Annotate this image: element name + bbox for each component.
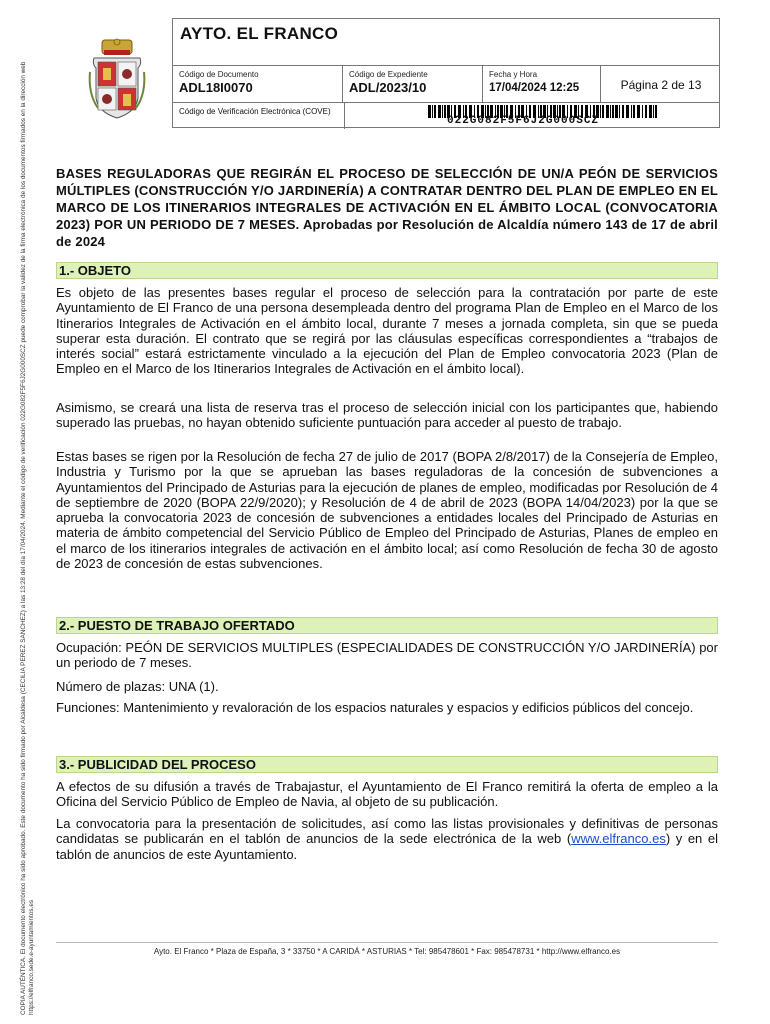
paragraph: Es objeto de las presentes bases regular el proceso de selección para la contratación por parte de este Ayuntamiento de El Franco de una persona desempleada dentro del programa Plan de Empleo en el Marco de los Itinerarios Integrales de Activación en el ámbito local, durante 7 meses a jornada completa, sin que se pueda superar esta duración. El contrato que se regirá por las cláusulas específicas correspondientes a “trabajos de interés social” estará estrictamente vinculado a la ejecución del Plan de Empleo convocatoria 2023 (Plan de Empleo en el Marco de los Itinerarios Integrales de Activación en el ámbito local). [56, 285, 718, 377]
page-number: Página 2 de 13 [620, 77, 702, 92]
cove-code: 022G082F5F6J2G000SCZ [447, 115, 600, 127]
exp-code: ADL/2023/10 [349, 80, 427, 95]
paragraph: Ocupación: PEÓN DE SERVICIOS MULTIPLES (ESPECIALIDADES DE CONSTRUCCIÓN Y/O JARDINERÍA) por un periodo de 7 meses. [56, 640, 718, 671]
section-heading-objeto: 1.- OBJETO [56, 262, 718, 279]
paragraph: Estas bases se rigen por la Resolución de fecha 27 de julio de 2017 (BOPA 2/8/2017) de la Consejería de Empleo, Industria y Turismo por la que se aprueban las bases reguladoras de la concesión de subvenciones a Ayuntamientos del Principado de Asturias para la ejecución de planes de empleo, modificadas por Resolución de 4 de septiembre de 2020 (BOPA 22/9/2020); y Resolución de 4 de abril de 2023 (BOPA 14/04/2023) por la que se aprueba la convocatoria 2023 de concesión de subvenciones a entidades locales del Principado de Asturias en materia de ámbito competencial del Servicio Público de Empleo del Principado de Asturias, Planes de empleo en el marco de los itinerarios integrales de activación en el ámbito local; así como Resolución de fecha 30 de agosto de 2023 de concesión de estas subvenciones. [56, 449, 718, 572]
verification-text: COPIA AUTÉNTICA. El documento electrónico ha sido aprobado. Este documento ha sido firmado por Alcaldesa (CECILIA PEREZ SANCHEZ) a las 13:28 del día 17/04/2024. Mediante el código de verificación 022G082F5F6J2G000SCZ puede comprobar la validez de la firma electrónica de los documentos firmados en la dirección web https://elfranco.sede.e-ayuntamientos.es [20, 61, 35, 1015]
date-cell [483, 66, 601, 102]
municipal-crest-icon [88, 38, 146, 120]
footer-divider [56, 942, 718, 943]
paragraph: Funciones: Mantenimiento y revaloración de los espacios naturales y espacios y edificios públicos del concejo. [56, 700, 694, 715]
document-header-table [172, 18, 720, 128]
paragraph: Número de plazas: UNA (1). [56, 679, 219, 694]
date-value: 17/04/2024 12:25 [489, 82, 580, 94]
section-heading-puesto: 2.- PUESTO DE TRABAJO OFERTADO [56, 617, 718, 634]
exp-code-label: Código de Expediente [349, 70, 428, 79]
footer-address: Ayto. El Franco * Plaza de España, 3 * 33750 * A CARIDÁ * ASTURIAS * Tel: 985478601 * Fax: 985478731 * http://www.elfranco.es [153, 947, 621, 956]
paragraph: Asimismo, se creará una lista de reserva tras el proceso de selección inicial con los participantes que, habiendo superado las pruebas, no hayan obtenido suficiente puntuación para acceder al puesto de trabajo. [56, 400, 718, 431]
date-label: Fecha y Hora [489, 70, 538, 79]
doc-code: ADL18I0070 [179, 80, 253, 95]
doc-code-label: Código de Documento [179, 70, 259, 79]
document-title: BASES REGULADORAS QUE REGIRÁN EL PROCESO DE SELECCIÓN DE UN/A PEÓN DE SERVICIOS MÚLTIPLES (CONSTRUCCIÓN Y/O JARDINERÍA) A CONTRATAR DENTRO DEL PLAN DE EMPLEO EN EL MARCO DE LOS ITINERARIOS INTEGRALES DE ACTIVACIÓN EN EL ÁMBITO LOCAL (CONVOCATORIA 2023) POR UN PERIODO DE 7 MESES. Aprobadas por Resolución de Alcaldía número 143 de 17 de abril de 2024 [56, 166, 718, 249]
verification-side-note [0, 0, 40, 1024]
paragraph-text: La convocatoria para la presentación de solicitudes, así como las listas provisionales y definitivas de personas candidatas se publicarán en el tablón de anuncios de la sede electrónica de la web ( [56, 816, 718, 847]
paragraph-text: ) y en el tablón de anuncios de este Ayuntamiento. [56, 831, 718, 862]
organization-name: AYTO. EL FRANCO [180, 24, 339, 43]
website-link[interactable]: www.elfranco.es [571, 831, 666, 847]
doc-code-cell [173, 66, 343, 102]
paragraph: A efectos de su difusión a través de Trabajastur, el Ayuntamiento de El Franco remitirá la oferta de empleo a la Oficina del Servicio Público de Empleo de Navia, al objeto de su publicación. [56, 779, 718, 810]
cove-label: Código de Verificación Electrónica (COVE) [179, 107, 331, 116]
exp-code-cell [343, 66, 483, 102]
paragraph-with-link [56, 816, 718, 862]
section-heading-publicidad: 3.- PUBLICIDAD DEL PROCESO [56, 756, 718, 773]
